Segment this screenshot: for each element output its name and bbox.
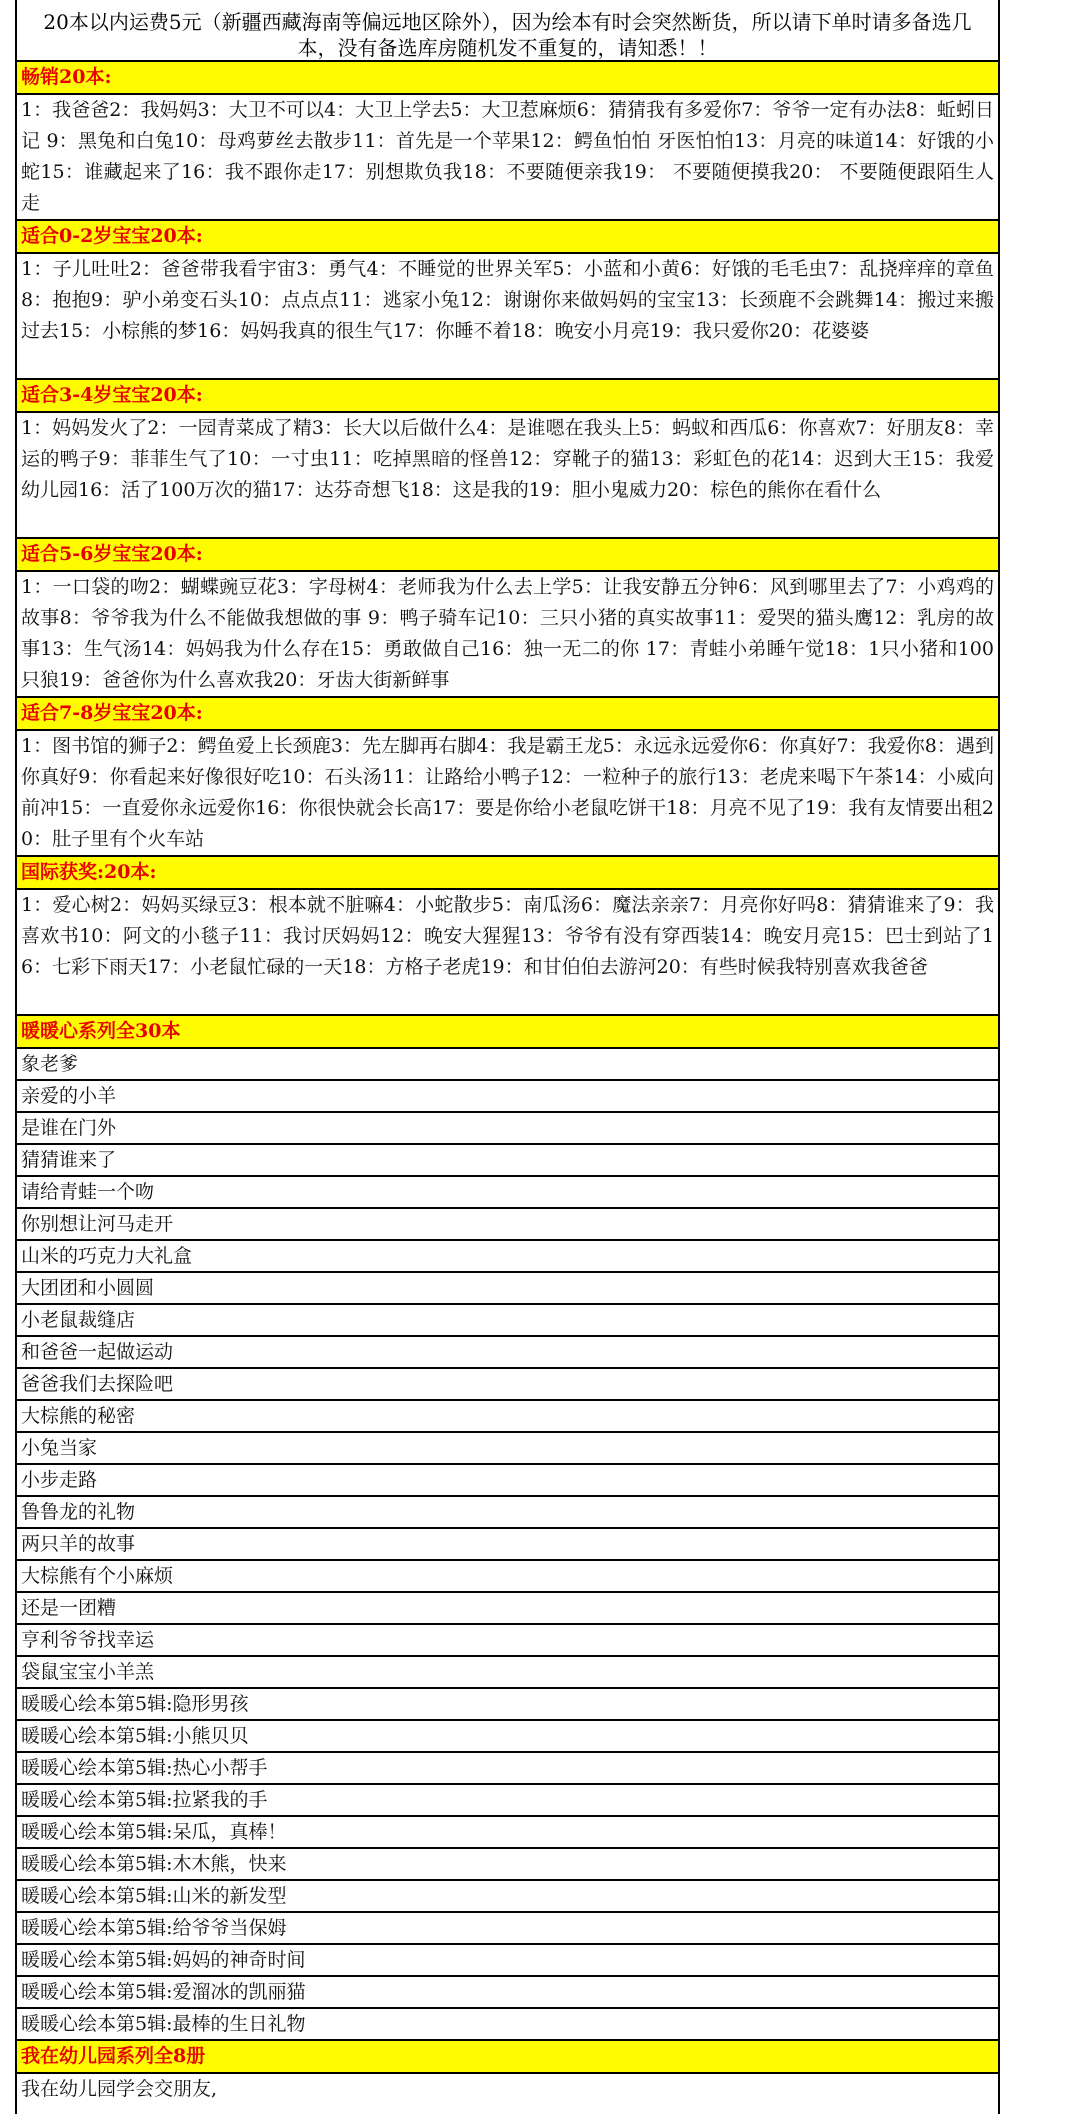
section-list-age-7-8: 1：图书馆的狮子2：鳄鱼爱上长颈鹿3：先左脚再右脚4：我是霸王龙5：永远永远爱你6：你真好7：我爱你8：遇到你真好9：你看起来好像很好吃10：石头汤11：让路给小鸭子12：一粒种子的旅行13：老虎来喝下午茶14：小威向前冲15：一直爱你永远爱你16：你很快就会长高17：要是你给小老鼠吃饼干18：月亮不见了19：我有友情要出租20：肚子里有个火车站 <box>17 731 998 857</box>
list-item: 暖暖心绘本第5辑:山米的新发型 <box>17 1881 998 1913</box>
list-item: 暖暖心绘本第5辑:爱溜冰的凯丽猫 <box>17 1977 998 2009</box>
section-header-warm-series: 暖暖心系列全30本 <box>17 1016 998 1049</box>
list-item: 请给青蛙一个吻 <box>17 1177 998 1209</box>
section-header-award-winners: 国际获奖:20本: <box>17 857 998 890</box>
kindergarten-series-list <box>17 2074 998 2114</box>
list-item: 是谁在门外 <box>17 1113 998 1145</box>
list-item: 猜猜谁来了 <box>17 1145 998 1177</box>
list-item: 大团团和小圆圆 <box>17 1273 998 1305</box>
list-item: 还是一团糟 <box>17 1593 998 1625</box>
section-header-age-7-8: 适合7-8岁宝宝20本: <box>17 698 998 731</box>
shipping-notice <box>17 0 998 62</box>
list-item: 和爸爸一起做运动 <box>17 1337 998 1369</box>
list-item: 暖暖心绘本第5辑:木木熊，快来 <box>17 1849 998 1881</box>
list-item: 大棕熊的秘密 <box>17 1401 998 1433</box>
section-header-age-3-4: 适合3-4岁宝宝20本: <box>17 380 998 413</box>
section-header-kindergarten-series: 我在幼儿园系列全8册 <box>17 2041 998 2074</box>
list-item: 鲁鲁龙的礼物 <box>17 1497 998 1529</box>
list-item: 小兔当家 <box>17 1433 998 1465</box>
notice-line-1: 20本以内运费5元（新疆西藏海南等偏远地区除外），因为绘本有时会突然断货，所以请下单时请多备选几 <box>43 10 972 34</box>
list-item: 小步走路 <box>17 1465 998 1497</box>
list-item: 暖暖心绘本第5辑:热心小帮手 <box>17 1753 998 1785</box>
list-item: 你别想让河马走开 <box>17 1209 998 1241</box>
list-item: 暖暖心绘本第5辑:给爷爷当保姆 <box>17 1913 998 1945</box>
list-item: 暖暖心绘本第5辑:妈妈的神奇时间 <box>17 1945 998 1977</box>
list-item: 两只羊的故事 <box>17 1529 998 1561</box>
warm-series-list <box>17 1049 998 2041</box>
list-item: 爸爸我们去探险吧 <box>17 1369 998 1401</box>
list-item: 象老爹 <box>17 1049 998 1081</box>
list-item: 暖暖心绘本第5辑:拉紧我的手 <box>17 1785 998 1817</box>
list-item: 山米的巧克力大礼盒 <box>17 1241 998 1273</box>
section-header-age-5-6: 适合5-6岁宝宝20本: <box>17 539 998 572</box>
list-item: 暖暖心绘本第5辑:最棒的生日礼物 <box>17 2009 998 2041</box>
book-list-sheet <box>15 0 1000 2114</box>
list-item: 袋鼠宝宝小羊羔 <box>17 1657 998 1689</box>
list-item: 暖暖心绘本第5辑:隐形男孩 <box>17 1689 998 1721</box>
section-list-age-5-6: 1：一口袋的吻2：蝴蝶豌豆花3：字母树4：老师我为什么去上学5：让我安静五分钟6：风到哪里去了7：小鸡鸡的故事8：爷爷我为什么不能做我想做的事 9：鸭子骑车记10：三只小猪的真实故事11：爱哭的猫头鹰12：乳房的故事13：生气汤14：妈妈我为什么存在15：勇敢做自己16：独一无二的你 17：青蛙小弟睡午觉18：1只小猪和100只狼19：爸爸你为什么喜欢我20：牙齿大街新鲜事 <box>17 572 998 698</box>
section-list-award-winners: 1：爱心树2：妈妈买绿豆3：根本就不脏嘛4：小蛇散步5：南瓜汤6：魔法亲亲7：月亮你好吗8：猜猜谁来了9：我喜欢书10：阿文的小毯子11：我讨厌妈妈12：晚安大猩猩13：爷爷有没有穿西装14：晚安月亮15：巴士到站了16：七彩下雨天17：小老鼠忙碌的一天18：方格子老虎19：和甘伯伯去游河20：有些时候我特别喜欢我爸爸 <box>17 890 998 1016</box>
list-item: 亲爱的小羊 <box>17 1081 998 1113</box>
list-item: 暖暖心绘本第5辑:小熊贝贝 <box>17 1721 998 1753</box>
section-list-age-3-4: 1：妈妈发火了2：一园青菜成了精3：长大以后做什么4：是谁嗯在我头上5：蚂蚁和西瓜6：你喜欢7：好朋友8：幸运的鸭子9：菲菲生气了10：一寸虫11：吃掉黑暗的怪兽12：穿靴子的猫13：彩虹色的花14：迟到大王15：我爱幼儿园16：活了100万次的猫17：达芬奇想飞18：这是我的19：胆小鬼威力20：棕色的熊你在看什么 <box>17 413 998 539</box>
notice-line-2: 本，没有备选库房随机发不重复的，请知悉！！ <box>297 36 718 60</box>
section-list-bestsellers: 1：我爸爸2：我妈妈3：大卫不可以4：大卫上学去5：大卫惹麻烦6：猜猜我有多爱你7：爷爷一定有办法8：蚯蚓日记 9：黑兔和白兔10：母鸡萝丝去散步11：首先是一个苹果12：鳄鱼怕怕 牙医怕怕13：月亮的味道14：好饿的小蛇15：谁藏起来了16：我不跟你走17：别想欺负我18：不要随便亲我19： 不要随便摸我20： 不要随便跟陌生人走 <box>17 95 998 221</box>
list-item: 小老鼠裁缝店 <box>17 1305 998 1337</box>
list-item: 暖暖心绘本第5辑:呆瓜，真棒！ <box>17 1817 998 1849</box>
section-header-bestsellers: 畅销20本: <box>17 62 998 95</box>
section-header-age-0-2: 适合0-2岁宝宝20本: <box>17 221 998 254</box>
list-item: 我在幼儿园学会交朋友, <box>21 2078 218 2100</box>
list-item: 大棕熊有个小麻烦 <box>17 1561 998 1593</box>
section-list-age-0-2: 1：子儿吐吐2：爸爸带我看宇宙3：勇气4：不睡觉的世界关军5：小蓝和小黄6：好饿的毛毛虫7：乱挠痒痒的章鱼8：抱抱9：驴小弟变石头10：点点点11：逃家小兔12：谢谢你来做妈妈的宝宝13：长颈鹿不会跳舞14：搬过来搬过去15：小棕熊的梦16：妈妈我真的很生气17：你睡不着18：晚安小月亮19：我只爱你20：花婆婆 <box>17 254 998 380</box>
list-item: 亨利爷爷找幸运 <box>17 1625 998 1657</box>
